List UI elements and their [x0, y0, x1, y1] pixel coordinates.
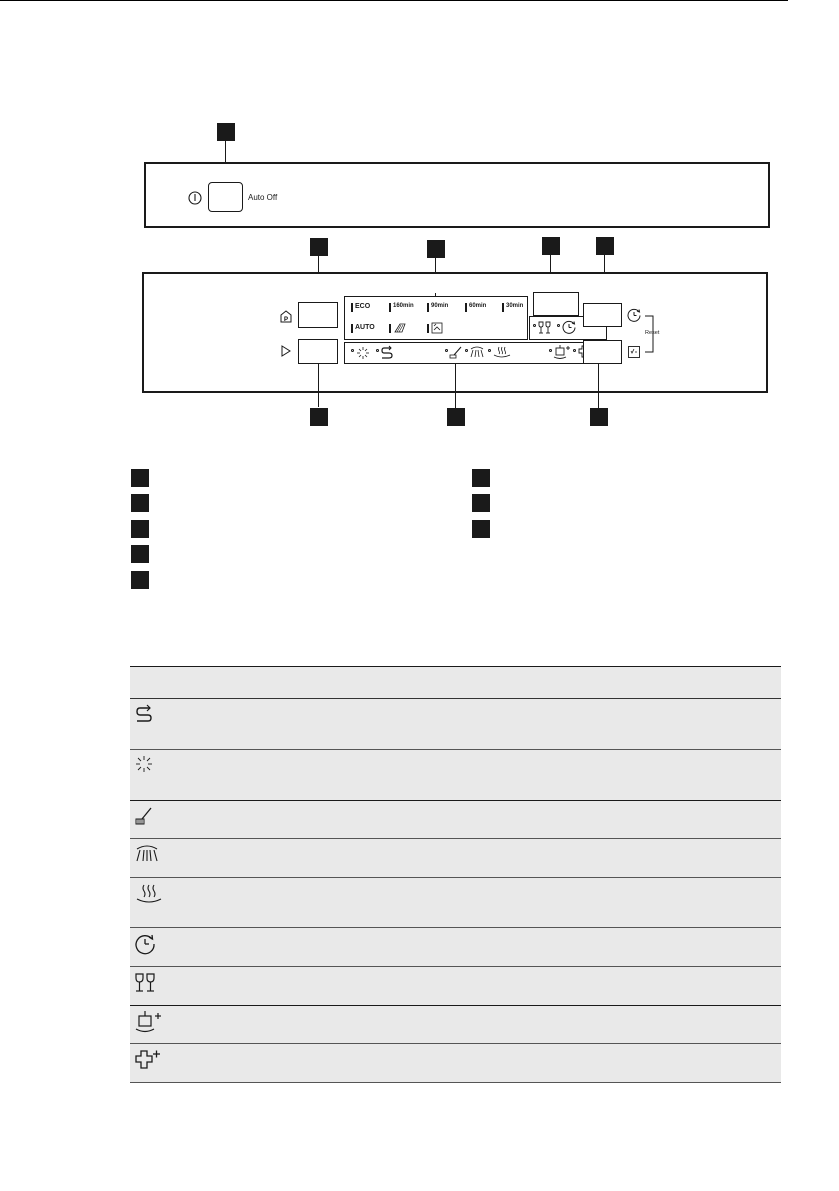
table-row — [130, 967, 169, 1006]
extra-power-icon — [135, 1049, 161, 1071]
indicator-dot — [445, 349, 448, 352]
program-icon — [280, 310, 292, 323]
extra-hygiene-indicator-icon — [554, 345, 570, 359]
program-button[interactable] — [298, 302, 338, 328]
indicator-dot — [533, 324, 536, 327]
callout-marker — [427, 240, 445, 258]
callout-marker — [590, 408, 608, 426]
glass-care-button[interactable] — [533, 292, 579, 316]
top-control-panel — [144, 162, 770, 228]
legend-marker — [131, 494, 149, 512]
legend-marker — [472, 469, 490, 487]
callout-marker — [447, 408, 465, 426]
indicator-bar — [351, 303, 353, 312]
callout-line — [455, 364, 456, 408]
machine-care-indicator-icon — [450, 346, 462, 359]
indicator-dot — [351, 349, 354, 352]
program-60min: 60min — [469, 303, 487, 309]
table-cell — [169, 878, 781, 928]
drying-indicator-icon — [493, 346, 511, 358]
table-cell — [169, 1006, 781, 1044]
glass-care-indicator-icon — [538, 321, 552, 335]
legend-marker — [131, 520, 149, 538]
table-row — [130, 1044, 169, 1083]
delay-start-button[interactable] — [583, 303, 622, 327]
callout-line — [598, 364, 599, 408]
table-cell — [169, 967, 781, 1006]
table-cell — [169, 928, 781, 967]
indicator-bar — [427, 303, 429, 312]
table-row — [130, 699, 169, 750]
indicator-dot — [549, 349, 552, 352]
table-row — [130, 878, 169, 928]
indicator-bar — [351, 324, 353, 333]
svg-text:P: P — [283, 317, 289, 323]
indicator-dot — [488, 349, 491, 352]
indicator-dot — [557, 324, 560, 327]
callout-marker — [310, 408, 328, 426]
table-cell — [169, 1044, 781, 1083]
program-indicator-display — [344, 296, 528, 340]
table-row — [130, 839, 169, 878]
table-cell — [169, 839, 781, 878]
callout-line — [318, 364, 319, 407]
indicator-symbol-table — [130, 666, 781, 1083]
indicator-bar — [389, 324, 391, 333]
table-cell — [169, 750, 781, 801]
spray-arms-icon — [135, 844, 159, 864]
indicator-bar — [427, 324, 429, 333]
program-30min: 30min — [506, 303, 524, 309]
callout-marker — [542, 237, 560, 255]
my-favourite-icon — [628, 346, 640, 358]
indicator-dot — [573, 349, 576, 352]
indicator-dot — [465, 349, 468, 352]
drying-icon — [135, 883, 163, 907]
table-row — [130, 801, 169, 839]
legend-marker — [131, 545, 149, 563]
program-eco: ECO — [355, 303, 371, 310]
table-row — [130, 1006, 169, 1044]
indicator-bar — [389, 303, 391, 312]
delay-start-icon — [627, 308, 642, 323]
table-cell — [169, 699, 781, 750]
table-header-row — [130, 667, 781, 699]
regeneration-salt-indicator-icon — [381, 346, 393, 360]
legend-marker — [472, 494, 490, 512]
legend-marker — [131, 571, 149, 589]
delay-indicator-icon — [562, 320, 577, 335]
callout-marker — [217, 123, 235, 141]
program-90min: 90min — [431, 303, 449, 309]
program-160min: 160min — [393, 303, 414, 309]
start-icon — [281, 345, 291, 357]
legend-marker — [472, 520, 490, 538]
rinse-aid-icon — [135, 755, 153, 773]
rinse-aid-indicator-icon — [357, 347, 369, 359]
auto-off-label: Auto Off — [248, 193, 278, 202]
glass-care-icon — [135, 972, 157, 994]
table-row — [130, 928, 169, 967]
power-button[interactable] — [208, 182, 243, 212]
regeneration-icon — [135, 704, 153, 724]
option-indicator-display — [344, 342, 607, 364]
option-button[interactable] — [583, 340, 622, 364]
indicator-dot — [376, 349, 379, 352]
table-cell — [169, 801, 781, 839]
page-edge-line — [0, 0, 788, 1]
callout-marker — [596, 237, 614, 255]
indicator-bar — [502, 303, 504, 312]
extra-hygiene-icon — [135, 1011, 163, 1035]
start-button[interactable] — [298, 339, 338, 364]
delay-start-icon — [135, 933, 157, 955]
callout-line — [435, 293, 436, 297]
indicator-bar — [465, 303, 467, 312]
table-row — [130, 750, 169, 801]
callout-marker — [310, 238, 328, 256]
program-auto: AUTO — [355, 324, 375, 331]
power-icon — [188, 191, 202, 205]
spray-arms-indicator-icon — [470, 346, 484, 358]
legend-marker — [131, 469, 149, 487]
machine-care-icon — [135, 806, 153, 826]
reset-label: Reset — [645, 330, 660, 336]
quick-plus-icon — [394, 323, 406, 333]
prerinse-icon — [431, 322, 443, 334]
